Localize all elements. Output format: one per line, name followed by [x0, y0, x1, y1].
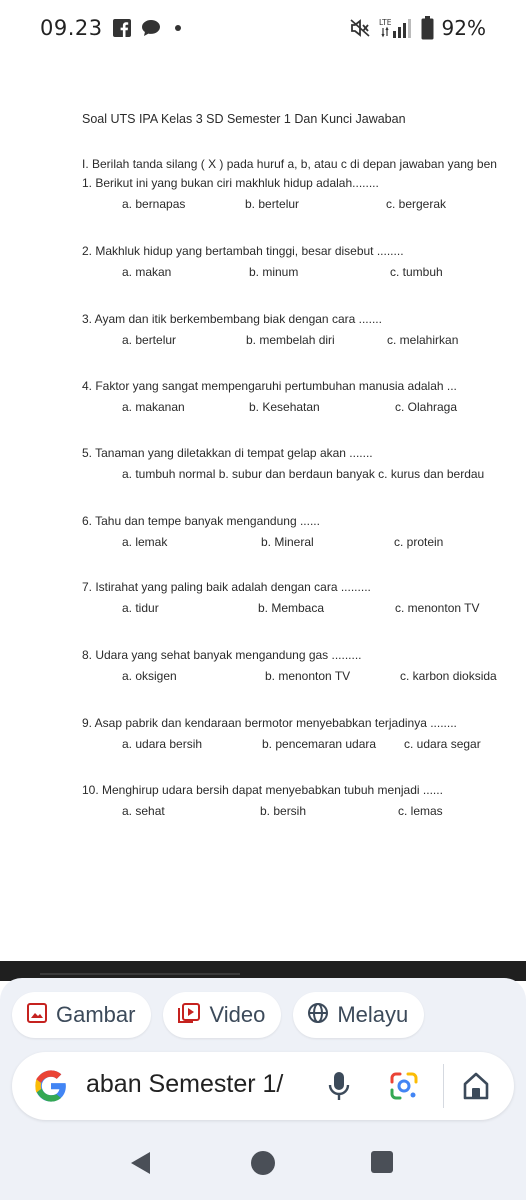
option-a: a. lemak: [122, 535, 168, 549]
option-b: b. Mineral: [261, 535, 314, 549]
question-options: [82, 265, 526, 283]
back-button-icon[interactable]: [128, 1150, 152, 1181]
chip-video-label: Video: [209, 1002, 266, 1027]
battery-icon: [421, 16, 434, 40]
question-item: [82, 783, 526, 822]
question-options: [82, 535, 526, 553]
document-instruction: I. Berilah tanda silang ( X ) pada huruf a, b, atau c di depan jawaban yang ben: [82, 157, 497, 171]
home-icon[interactable]: [462, 1071, 490, 1106]
option-c: c. menonton TV: [395, 601, 480, 615]
question-options: [82, 333, 526, 351]
question-text: 7. Istirahat yang paling baik adalah dengan cara .........: [82, 580, 371, 594]
question-options: [82, 197, 526, 215]
svg-text:LTE: LTE: [378, 18, 392, 27]
question-text: 5. Tanaman yang diletakkan di tempat gelap akan .......: [82, 446, 373, 460]
question-text: 3. Ayam dan itik berkembembang biak dengan cara .......: [82, 312, 382, 326]
status-bar: [0, 0, 526, 56]
option-b: b. bertelur: [245, 197, 300, 211]
question-item: [82, 379, 526, 418]
document-title: Soal UTS IPA Kelas 3 SD Semester 1 Dan Kunci Jawaban: [82, 112, 406, 126]
option-b: b. Kesehatan: [249, 400, 320, 414]
question-options: [82, 737, 526, 755]
option-a: a. tidur: [122, 601, 159, 615]
question-item: [82, 244, 526, 283]
question-item: [82, 312, 526, 351]
option-c: c. protein: [394, 535, 444, 549]
image-icon: [26, 1002, 48, 1029]
question-text: 6. Tahu dan tempe banyak mengandung ......: [82, 514, 320, 528]
microphone-icon[interactable]: [328, 1070, 350, 1107]
question-text: 4. Faktor yang sangat mempengaruhi pertumbuhan manusia adalah ...: [82, 379, 457, 393]
question-options: [82, 804, 526, 822]
search-bar[interactable]: [12, 1052, 514, 1120]
option-c: c. karbon dioksida: [400, 669, 497, 683]
question-options: [82, 601, 526, 619]
document-page[interactable]: [0, 56, 526, 961]
option-c: c. bergerak: [386, 197, 447, 211]
question-options: [82, 400, 526, 418]
question-item: [82, 446, 526, 485]
status-time: 09.23: [40, 16, 103, 40]
google-lens-icon[interactable]: [388, 1070, 420, 1107]
mute-icon: [349, 18, 371, 38]
question-options: [82, 669, 526, 687]
option-c: c. Olahraga: [395, 400, 458, 414]
option-c: c. lemas: [398, 804, 443, 818]
question-item: [82, 716, 526, 755]
chip-video[interactable]: [163, 992, 281, 1038]
question-item: [82, 580, 526, 619]
option-c: c. melahirkan: [387, 333, 459, 347]
chip-language[interactable]: [293, 992, 424, 1038]
status-right: [349, 16, 486, 40]
battery-percentage: 92%: [441, 16, 486, 40]
question-text: 2. Makhluk hidup yang bertambah tinggi, besar disebut ........: [82, 244, 404, 258]
question-text: 10. Menghirup udara bersih dapat menyebabkan tubuh menjadi ......: [82, 783, 443, 797]
option-line: a. tumbuh normal b. subur dan berdaun banyak c. kurus dan berdau: [122, 467, 485, 481]
chip-images-label: Gambar: [56, 1002, 136, 1027]
google-search-sheet: [0, 978, 526, 1200]
notification-dot-icon: [171, 21, 185, 35]
question-text: 8. Udara yang sehat banyak mengandung gas .........: [82, 648, 362, 662]
option-a: a. udara bersih: [122, 737, 203, 751]
option-b: b. Membaca: [258, 601, 325, 615]
google-logo-icon: [34, 1068, 68, 1109]
option-c: c. tumbuh: [390, 265, 443, 279]
search-divider: [443, 1064, 444, 1108]
question-text: 9. Asap pabrik dan kendaraan bermotor menyebabkan terjadinya ........: [82, 716, 457, 730]
option-b: b. membelah diri: [246, 333, 335, 347]
question-item: [82, 514, 526, 553]
option-a: a. sehat: [122, 804, 165, 818]
question-text: 1. Berikut ini yang bukan ciri makhluk hidup adalah........: [82, 176, 379, 190]
facebook-icon: [113, 19, 131, 37]
home-button-icon[interactable]: [250, 1150, 276, 1181]
option-a: a. bertelur: [122, 333, 177, 347]
option-b: b. pencemaran udara: [262, 737, 377, 751]
video-icon: [177, 1002, 201, 1029]
chip-language-label: Melayu: [337, 1002, 409, 1027]
option-b: b. bersih: [260, 804, 307, 818]
globe-icon: [307, 1002, 329, 1029]
option-a: a. makan: [122, 265, 172, 279]
question-item: [82, 648, 526, 687]
option-b: b. minum: [249, 265, 299, 279]
question-options: [82, 467, 526, 485]
option-a: a. makanan: [122, 400, 185, 414]
option-a: a. oksigen: [122, 669, 177, 683]
chip-images[interactable]: [12, 992, 151, 1038]
chat-bubble-icon: [141, 19, 161, 37]
status-left: [40, 16, 185, 40]
option-a: a. bernapas: [122, 197, 186, 211]
android-navigation-bar: [0, 1126, 526, 1200]
option-c: c. udara segar: [404, 737, 481, 751]
option-b: b. menonton TV: [265, 669, 351, 683]
question-item: [82, 176, 526, 215]
recent-apps-button-icon[interactable]: [370, 1150, 394, 1179]
search-filter-chips: [12, 992, 424, 1038]
search-query-text[interactable]: /aban Semester 1: [86, 1070, 284, 1098]
lte-signal-icon: [379, 17, 413, 39]
